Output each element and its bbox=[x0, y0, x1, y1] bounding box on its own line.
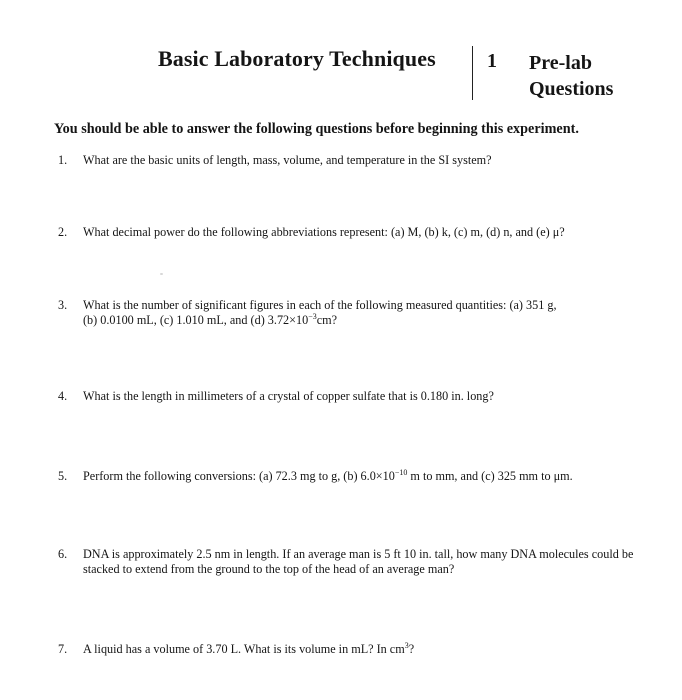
question-text-start: Perform the following conversions: (a) 72.3 mg to g, (b) 6.0×10 bbox=[83, 469, 395, 483]
question-text-end: m to mm, and (c) 325 mm to μm. bbox=[410, 469, 573, 483]
question-text bbox=[83, 469, 658, 484]
question-number: 4. bbox=[58, 389, 68, 403]
question-3 bbox=[58, 298, 658, 328]
question-number: 3. bbox=[58, 298, 68, 312]
question-text: What decimal power do the following abbreviations represent: (a) M, (b) k, (c) m, (d) n, and (e) μ? bbox=[83, 225, 565, 239]
question-number: 6. bbox=[58, 547, 68, 561]
question-5 bbox=[58, 469, 658, 484]
question-text: DNA is approximately 2.5 nm in length. If an average man is 5 ft 10 in. tall, how many DNA molecules could be stacked to extend from the ground to the top of the head of an average man? bbox=[83, 547, 634, 576]
question-number: 7. bbox=[58, 642, 68, 656]
chapter-number: 1 bbox=[487, 50, 497, 72]
question-4 bbox=[58, 389, 658, 404]
question-2 bbox=[58, 225, 658, 240]
page-title: Basic Laboratory Techniques bbox=[158, 46, 436, 71]
question-text: What is the length in millimeters of a crystal of copper sulfate that is 0.180 in. long? bbox=[83, 389, 494, 403]
exponent: 3 bbox=[404, 640, 409, 650]
intro-instructions: You should be able to answer the following questions before beginning this experiment. bbox=[54, 121, 579, 137]
exponent: −3 bbox=[308, 311, 317, 321]
question-number: 1. bbox=[58, 153, 68, 167]
question-text-line2: (b) 0.0100 mL, (c) 1.010 mL, and (d) 3.72×10 bbox=[83, 313, 309, 327]
section-name-line2: Questions bbox=[529, 78, 614, 100]
section-name-line1: Pre-lab bbox=[529, 52, 592, 74]
question-text bbox=[83, 642, 658, 657]
question-text bbox=[83, 298, 658, 328]
question-7 bbox=[58, 642, 658, 657]
question-text-end: cm? bbox=[316, 313, 338, 327]
question-text-start: A liquid has a volume of 3.70 L. What is its volume in mL? In cm bbox=[83, 642, 405, 656]
section-name bbox=[529, 50, 613, 102]
header-divider bbox=[472, 46, 473, 100]
question-text-end: ? bbox=[408, 642, 415, 656]
question-text: What are the basic units of length, mass, volume, and temperature in the SI system? bbox=[83, 153, 492, 167]
question-text-line1: What is the number of significant figures in each of the following measured quantities: (a) 351 g, bbox=[83, 298, 557, 312]
scan-mark bbox=[160, 273, 163, 275]
question-number: 5. bbox=[58, 469, 68, 483]
question-number: 2. bbox=[58, 225, 68, 239]
exponent: −10 bbox=[394, 467, 408, 477]
question-6 bbox=[58, 547, 658, 577]
question-1 bbox=[58, 153, 658, 168]
